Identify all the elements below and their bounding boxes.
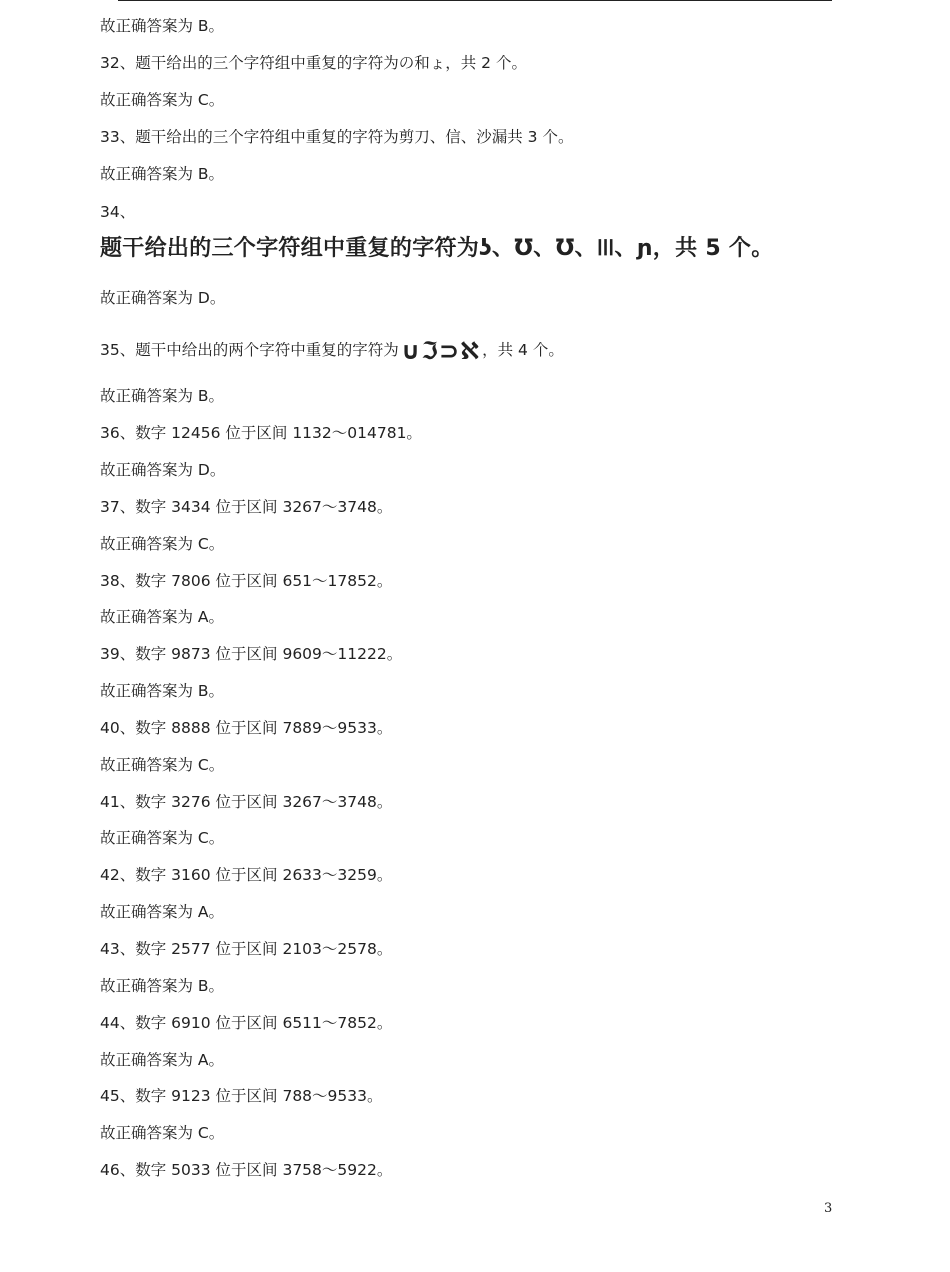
explanation-34-statement: 题干给出的三个字符组中重复的字符为ʖ、Ʊ、Ʊ、Ⲽ、ɲ，共 5 个。 <box>100 236 774 261</box>
question-34-number: 34、 <box>100 203 136 221</box>
answer-39: 故正确答案为 B。 <box>100 682 225 700</box>
explanation-37: 37、数字 3434 位于区间 3267～3748。 <box>100 498 393 516</box>
answer-37: 故正确答案为 C。 <box>100 535 225 553</box>
explanation-44: 44、数字 6910 位于区间 6511～7852。 <box>100 1014 393 1032</box>
answer-40: 故正确答案为 C。 <box>100 756 225 774</box>
answer-42: 故正确答案为 A。 <box>100 903 225 921</box>
explanation-36: 36、数字 12456 位于区间 1132～014781。 <box>100 424 422 442</box>
header-rule <box>118 0 832 1</box>
explanation-33: 33、题干给出的三个字符组中重复的字符为剪刀、信、沙漏共 3 个。 <box>100 128 574 146</box>
explanation-40: 40、数字 8888 位于区间 7889～9533。 <box>100 719 393 737</box>
explanation-45: 45、数字 9123 位于区间 788～9533。 <box>100 1087 383 1105</box>
explanation-42: 42、数字 3160 位于区间 2633～3259。 <box>100 866 393 884</box>
explanation-32: 32、题干给出的三个字符组中重复的字符为の和ょ，共 2 个。 <box>100 54 527 72</box>
explanation-38: 38、数字 7806 位于区间 651～17852。 <box>100 572 393 590</box>
repeated-symbols-image: ∪ℑ⊃ℵ <box>400 337 481 365</box>
page-number: 3 <box>824 1201 833 1216</box>
answer-35: 故正确答案为 B。 <box>100 387 225 405</box>
explanation-35-suffix: ，共 4 个。 <box>482 341 564 359</box>
explanation-35-prefix: 35、题干中给出的两个字符中重复的字符为 <box>100 341 399 359</box>
answer-41: 故正确答案为 C。 <box>100 829 225 847</box>
explanation-46: 46、数字 5033 位于区间 3758～5922。 <box>100 1161 393 1179</box>
answer-34: 故正确答案为 D。 <box>100 289 226 307</box>
answer-36: 故正确答案为 D。 <box>100 461 226 479</box>
explanation-35 <box>100 337 564 365</box>
answer-33: 故正确答案为 B。 <box>100 165 225 183</box>
answer-31: 故正确答案为 B。 <box>100 17 225 35</box>
answer-38: 故正确答案为 A。 <box>100 608 225 626</box>
explanation-43: 43、数字 2577 位于区间 2103～2578。 <box>100 940 393 958</box>
answer-43: 故正确答案为 B。 <box>100 977 225 995</box>
answer-32: 故正确答案为 C。 <box>100 91 225 109</box>
explanation-41: 41、数字 3276 位于区间 3267～3748。 <box>100 793 393 811</box>
explanation-39: 39、数字 9873 位于区间 9609～11222。 <box>100 645 403 663</box>
answer-44: 故正确答案为 A。 <box>100 1051 225 1069</box>
answer-45: 故正确答案为 C。 <box>100 1124 225 1142</box>
